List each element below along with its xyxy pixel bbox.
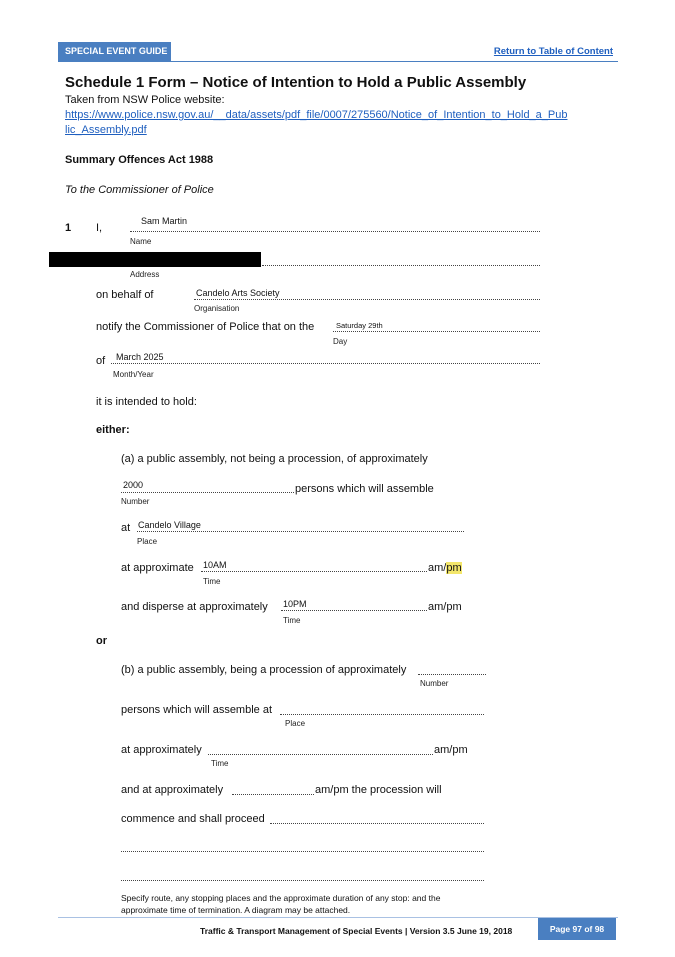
section-tag: SPECIAL EVENT GUIDE	[58, 42, 171, 61]
intended-text: it is intended to hold:	[96, 396, 197, 408]
route-field-line-2[interactable]	[121, 850, 484, 852]
source-note: Taken from NSW Police website:	[65, 94, 225, 106]
b-and-at-label: and at approximately	[121, 784, 224, 796]
commence-label: commence and shall proceed	[121, 813, 265, 825]
name-caption: Name	[130, 237, 152, 246]
route-instructions-line2: approximate time of termination. A diagram may be attached.	[121, 905, 351, 915]
organisation-field-line[interactable]	[194, 298, 540, 300]
on-behalf-label: on behalf of	[96, 289, 154, 301]
route-field-line-3[interactable]	[121, 879, 484, 881]
disperse-time-caption: Time	[283, 616, 301, 625]
a-ampm: am/pm	[428, 562, 462, 574]
b-number-field-line[interactable]	[418, 673, 486, 675]
b-number-caption: Number	[420, 679, 449, 688]
b-second-time-field-line[interactable]	[232, 793, 314, 795]
b-place-field-line[interactable]	[280, 713, 484, 715]
a-persons-text: persons which will assemble	[295, 483, 434, 495]
disperse-label: and disperse at approximately	[121, 601, 268, 613]
return-to-toc-link[interactable]: Return to Table of Content	[493, 46, 613, 57]
i-label: I,	[96, 222, 103, 234]
organisation-caption: Organisation	[194, 304, 240, 313]
disperse-ampm: am/pm	[428, 601, 462, 613]
notify-label: notify the Commissioner of Police that on the	[96, 321, 315, 333]
b-time-label: at approximately	[121, 744, 202, 756]
header-rule	[58, 61, 618, 62]
page-title: Schedule 1 Form – Notice of Intention to Hold a Public Assembly	[65, 74, 527, 91]
day-value[interactable]: Saturday 29th	[336, 321, 383, 330]
day-caption: Day	[333, 337, 348, 346]
option-b-text: (b) a public assembly, being a procession of approximately	[121, 664, 407, 676]
redacted-address-block	[49, 252, 261, 267]
page-number-badge: Page 97 of 98	[538, 918, 616, 940]
a-number-field-line[interactable]	[121, 491, 294, 493]
a-number-caption: Number	[121, 497, 150, 506]
a-time-value[interactable]: 10AM	[203, 560, 227, 570]
a-place-field-line[interactable]	[137, 530, 464, 532]
a-time-label: at approximate	[121, 562, 194, 574]
route-field-line-1[interactable]	[270, 822, 484, 824]
item-number: 1	[65, 222, 72, 234]
month-year-field-line[interactable]	[111, 362, 540, 364]
source-url-link[interactable]: https://www.police.nsw.gov.au/__data/assets/pdf_file/0007/275560/Notice_of_Intention_to_Hold_a_Pub	[65, 109, 568, 121]
name-field-line[interactable]	[130, 230, 540, 232]
day-field-line[interactable]	[333, 330, 540, 332]
a-time-field-line[interactable]	[201, 570, 427, 572]
a-place-caption: Place	[137, 537, 158, 546]
act-heading: Summary Offences Act 1988	[65, 154, 214, 166]
b-place-caption: Place	[285, 719, 306, 728]
footer-rule	[58, 917, 618, 918]
month-year-caption: Month/Year	[113, 370, 154, 379]
address-field-line[interactable]	[262, 264, 540, 266]
a-number-value[interactable]: 2000	[123, 480, 144, 490]
footer-text: Traffic & Transport Management of Special Events | Version 3.5 June 19, 2018	[200, 926, 513, 936]
or-label: or	[96, 635, 107, 647]
month-year-value[interactable]: March 2025	[116, 352, 164, 362]
a-time-caption: Time	[203, 577, 221, 586]
addressee: To the Commissioner of Police	[65, 184, 214, 196]
source-url-link-cont[interactable]: lic_Assembly.pdf	[65, 124, 147, 136]
route-instructions-line1: Specify route, any stopping places and the approximate duration of any stop: and the	[121, 893, 441, 903]
name-value[interactable]: Sam Martin	[141, 216, 188, 226]
option-a-text: (a) a public assembly, not being a procession, of approximately	[121, 453, 428, 465]
either-label: either:	[96, 424, 130, 436]
disperse-time-field-line[interactable]	[281, 609, 427, 611]
of-label: of	[96, 355, 106, 367]
disperse-time-value[interactable]: 10PM	[283, 599, 307, 609]
b-persons-text: persons which will assemble at	[121, 704, 273, 716]
b-time-field-line[interactable]	[208, 753, 433, 755]
organisation-value[interactable]: Candelo Arts Society	[196, 288, 280, 298]
a-at-label: at	[121, 522, 131, 534]
b-procession-will: am/pm the procession will	[315, 784, 442, 796]
b-time-caption: Time	[211, 759, 229, 768]
address-caption: Address	[130, 270, 160, 279]
a-place-value[interactable]: Candelo Village	[138, 520, 201, 530]
b-ampm: am/pm	[434, 744, 468, 756]
pm-highlight: pm	[446, 562, 462, 574]
